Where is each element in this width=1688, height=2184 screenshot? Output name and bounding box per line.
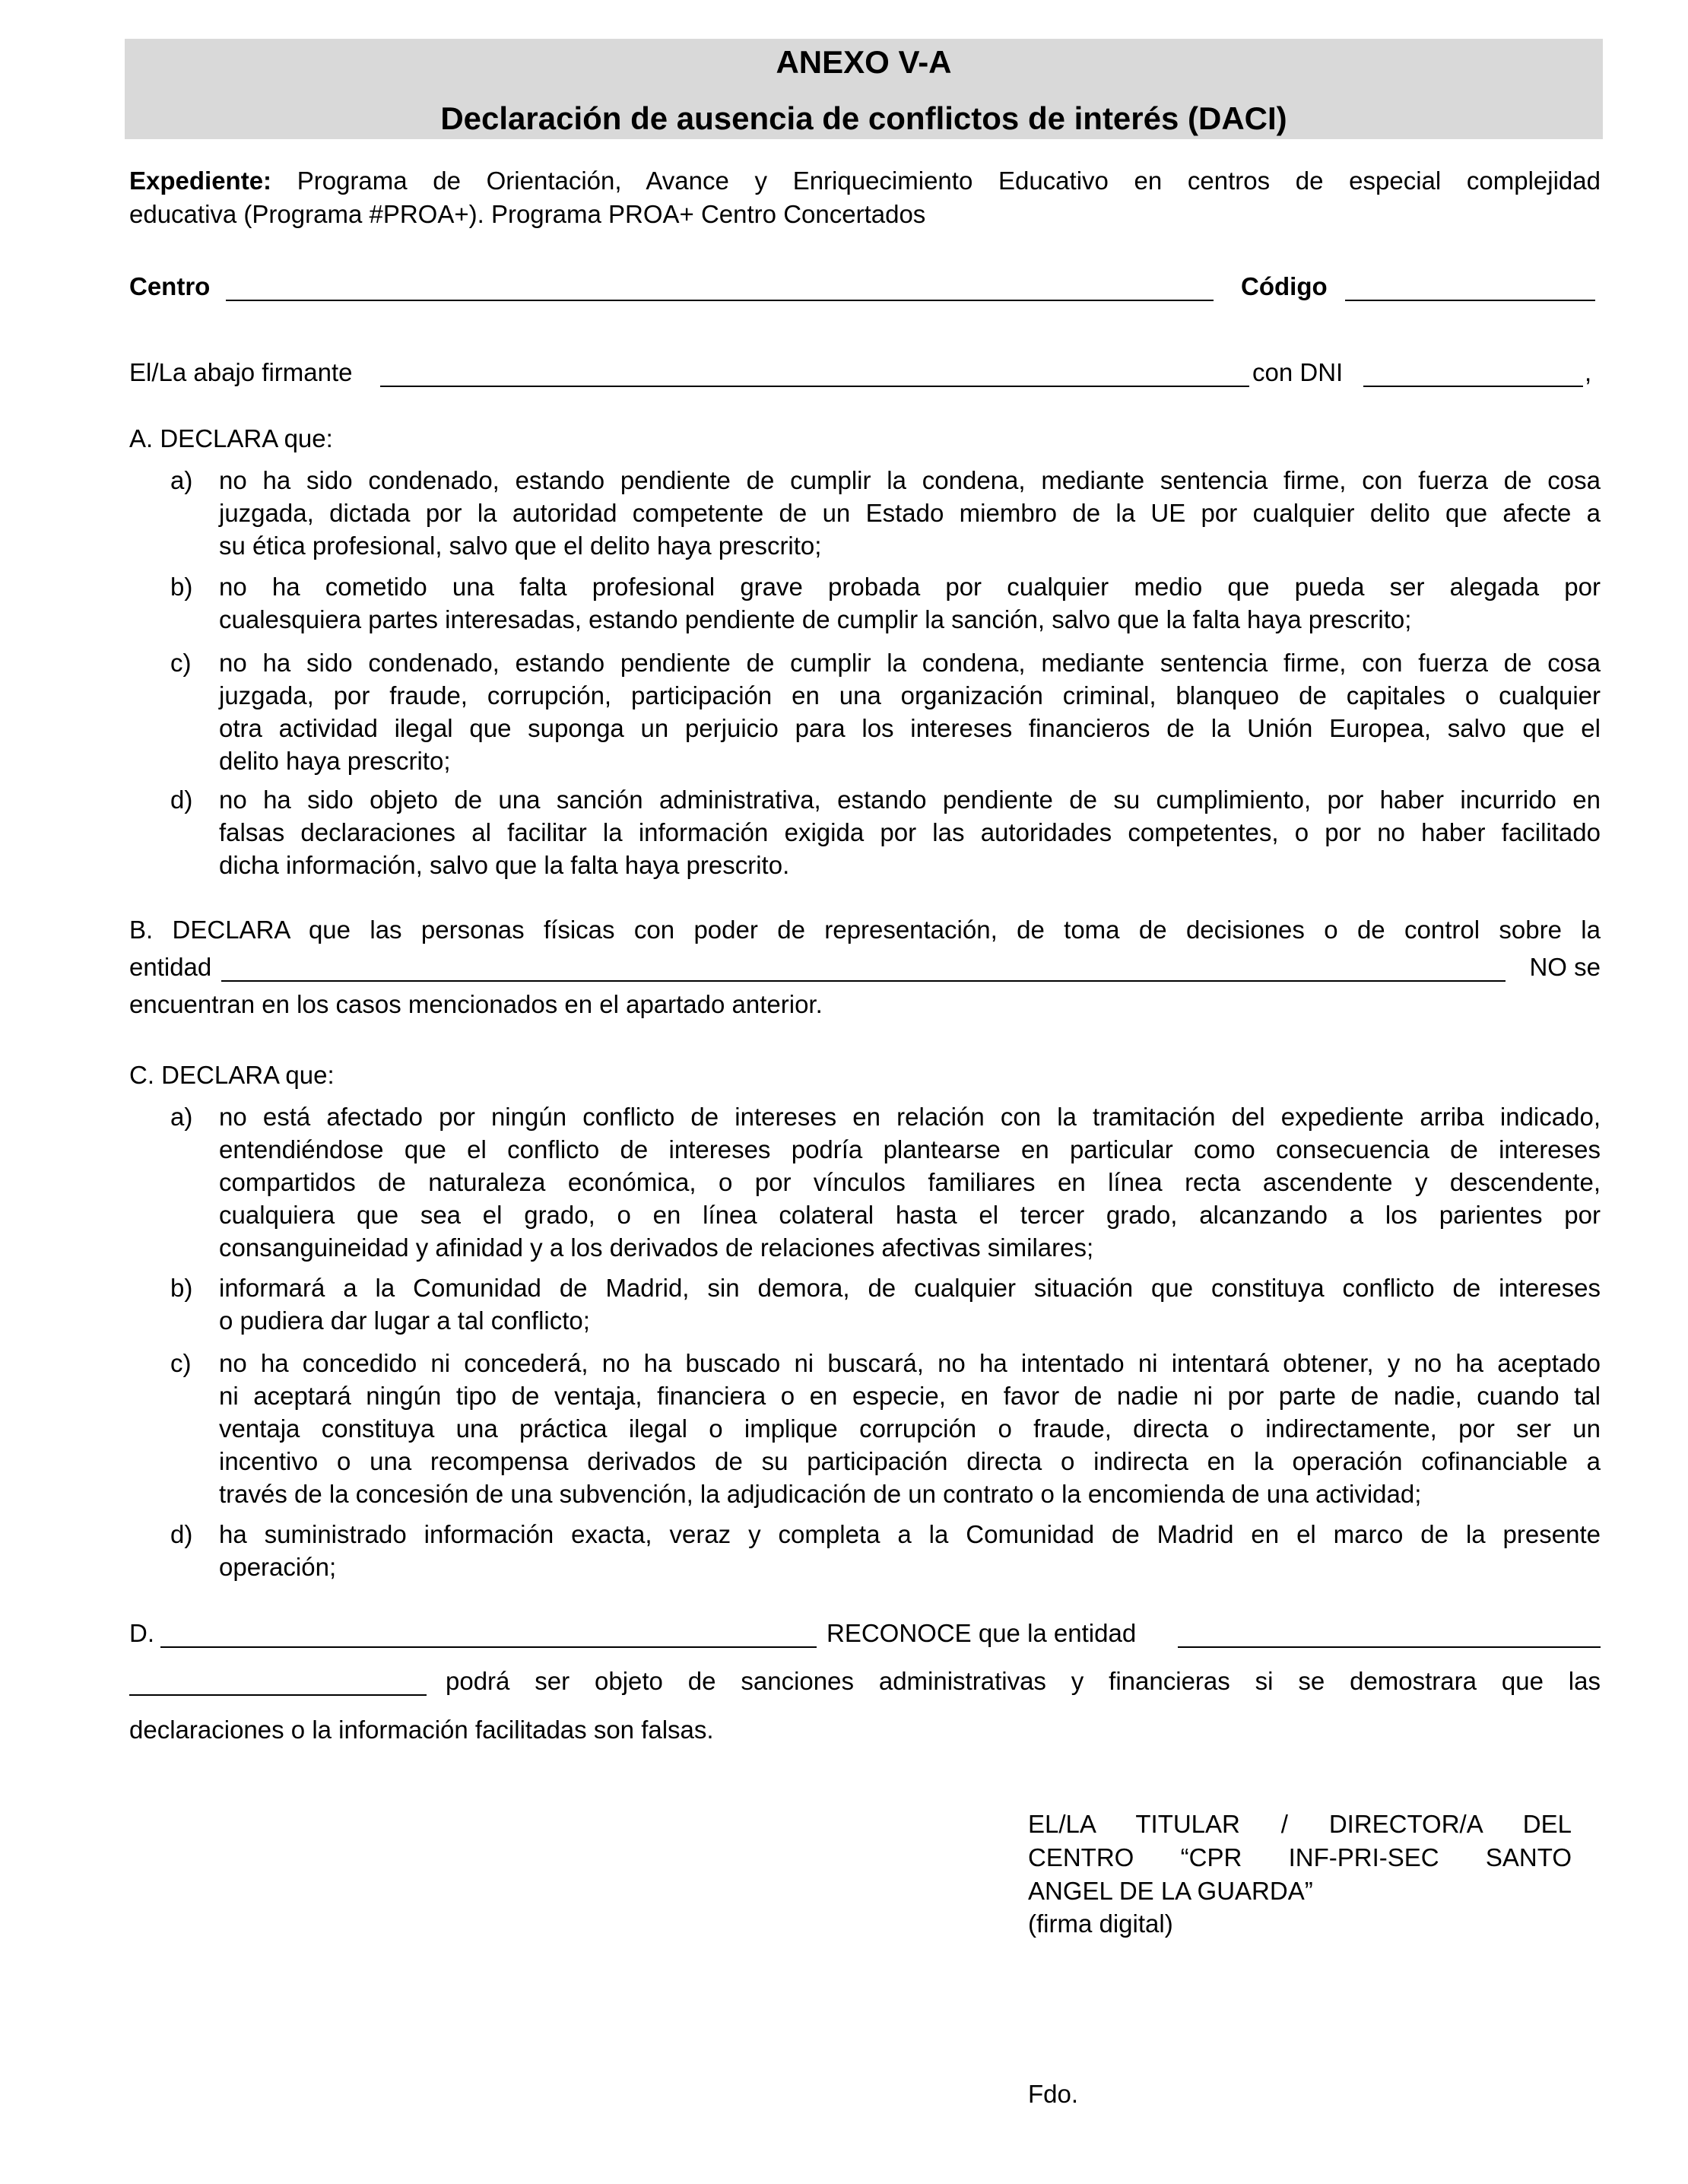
list-item-line: consanguineidad y afinidad y a los derivados de relaciones afectivas similares; bbox=[219, 1233, 1094, 1262]
list-item-line: operación; bbox=[219, 1553, 337, 1581]
signature-note: (firma digital) bbox=[1028, 1909, 1173, 1938]
list-item-line: otra actividad ilegal que suponga un perjuicio para los intereses financieros de la Unión Europea, salvo que el bbox=[219, 714, 1601, 742]
comma: , bbox=[1585, 358, 1592, 386]
list-item-line: dicha información, salvo que la falta haya prescrito. bbox=[219, 851, 790, 879]
annex-title: ANEXO V-A bbox=[776, 44, 952, 80]
list-item-line: no está afectado por ningún conflicto de intereses en relación con la tramitación del expediente arriba indicado, bbox=[219, 1103, 1601, 1131]
firmante-label: El/La abajo firmante bbox=[129, 358, 353, 386]
list-item-line: incentivo o una recompensa derivados de su participación directa o indirecta en la operación cofinanciable a bbox=[219, 1447, 1601, 1475]
section-d-line-2: podrá ser objeto de sanciones administrativas y financieras si se demostrara que las bbox=[446, 1667, 1601, 1695]
entidad-field[interactable] bbox=[221, 980, 1506, 982]
list-item-line: informará a la Comunidad de Madrid, sin demora, de cualquier situación que constituya conflicto de intereses bbox=[219, 1274, 1601, 1302]
section-b-line-3: encuentran en los casos mencionados en el apartado anterior. bbox=[129, 990, 823, 1018]
section-c-heading: C. DECLARA que: bbox=[129, 1061, 335, 1089]
section-b-no-se: NO se bbox=[1529, 953, 1601, 981]
list-item-line: o pudiera dar lugar a tal conflicto; bbox=[219, 1306, 590, 1335]
section-a-heading: A. DECLARA que: bbox=[129, 424, 333, 452]
list-item-line: no ha cometido una falta profesional grave probada por cualquier medio que pueda ser alegada por bbox=[219, 573, 1601, 601]
signature-line-2: CENTRO “CPR INF-PRI-SEC SANTO bbox=[1028, 1843, 1572, 1871]
signature-fdo: Fdo. bbox=[1028, 2080, 1079, 2108]
section-d-prefix: D. bbox=[129, 1619, 154, 1647]
list-item-line: juzgada, por fraude, corrupción, participación en una organización criminal, blanqueo de capitales o cualquier bbox=[219, 681, 1601, 709]
document-header bbox=[125, 39, 1603, 139]
list-item-letter: a) bbox=[170, 466, 193, 494]
signature-line-3: ANGEL DE LA GUARDA” bbox=[1028, 1877, 1313, 1905]
list-item-letter: a) bbox=[170, 1103, 193, 1131]
list-item-line: su ética profesional, salvo que el delito haya prescrito; bbox=[219, 532, 822, 560]
centro-label: Centro bbox=[129, 272, 211, 300]
list-item-letter: b) bbox=[170, 573, 193, 601]
entity-field[interactable] bbox=[1178, 1646, 1601, 1648]
codigo-field[interactable] bbox=[1345, 300, 1595, 301]
list-item-letter: b) bbox=[170, 1274, 193, 1302]
declarant-field[interactable] bbox=[160, 1646, 817, 1648]
list-item-line: juzgada, dictada por la autoridad competente de un Estado miembro de la UE por cualquier delito que afecte a bbox=[219, 499, 1601, 527]
list-item-line: entendiéndose que el conflicto de intereses podría plantearse en particular como consecuencia de intereses bbox=[219, 1135, 1601, 1163]
section-d-line-3: declaraciones o la información facilitadas son falsas. bbox=[129, 1716, 714, 1744]
expediente-label: Expediente: bbox=[129, 167, 272, 195]
list-item-line: compartidos de naturaleza económica, o por vínculos familiares en línea recta ascendente y descendente, bbox=[219, 1168, 1601, 1196]
list-item-letter: d) bbox=[170, 1520, 193, 1548]
dni-field[interactable] bbox=[1363, 386, 1583, 387]
entity-field-continued[interactable] bbox=[129, 1694, 427, 1696]
section-b-line-1: B. DECLARA que las personas físicas con poder de representación, de toma de decisiones o de control sobre la bbox=[129, 916, 1601, 944]
list-item-line: no ha sido condenado, estando pendiente de cumplir la condena, mediante sentencia firme, con fuerza de cosa bbox=[219, 466, 1601, 494]
list-item-letter: d) bbox=[170, 786, 193, 814]
list-item-line: ventaja constituya una práctica ilegal o implique corrupción o fraude, directa o indirectamente, por ser un bbox=[219, 1414, 1601, 1443]
list-item-letter: c) bbox=[170, 1349, 192, 1377]
firmante-field[interactable] bbox=[380, 386, 1249, 387]
section-d-reconoce: RECONOCE que la entidad bbox=[827, 1619, 1137, 1647]
expediente-line-1: Expediente: Programa de Orientación, Avance y Enriquecimiento Educativo en centros de especial complejidad bbox=[129, 167, 1601, 195]
document-title: Declaración de ausencia de conflictos de interés (DACI) bbox=[440, 100, 1287, 136]
list-item-line: no ha concedido ni concederá, no ha buscado ni buscará, no ha intentado ni intentará obtener, y no ha aceptado bbox=[219, 1349, 1601, 1377]
list-item-line: delito haya prescrito; bbox=[219, 747, 451, 775]
list-item-letter: c) bbox=[170, 649, 192, 677]
dni-label: con DNI bbox=[1252, 358, 1344, 386]
section-b-entidad: entidad bbox=[129, 953, 212, 981]
list-item-line: no ha sido condenado, estando pendiente de cumplir la condena, mediante sentencia firme, con fuerza de cosa bbox=[219, 649, 1601, 677]
list-item-line: cualesquiera partes interesadas, estando pendiente de cumplir la sanción, salvo que la falta haya prescrito; bbox=[219, 605, 1412, 633]
list-item-line: no ha sido objeto de una sanción administrativa, estando pendiente de su cumplimiento, por haber incurrido en bbox=[219, 786, 1601, 814]
list-item-line: falsas declaraciones al facilitar la información exigida por las autoridades competentes, o por no haber facilitado bbox=[219, 818, 1601, 846]
list-item-line: ha suministrado información exacta, veraz y completa a la Comunidad de Madrid en el marco de la presente bbox=[219, 1520, 1601, 1548]
list-item-line: ni aceptará ningún tipo de ventaja, financiera o en especie, en favor de nadie ni por parte de nadie, cuando tal bbox=[219, 1382, 1601, 1410]
expediente-line-2: educativa (Programa #PROA+). Programa PROA+ Centro Concertados bbox=[129, 200, 926, 228]
signature-line-1: EL/LA TITULAR / DIRECTOR/A DEL bbox=[1028, 1810, 1572, 1838]
codigo-label: Código bbox=[1241, 272, 1328, 300]
list-item-line: través de la concesión de una subvención, la adjudicación de un contrato o la encomienda de una actividad; bbox=[219, 1480, 1422, 1508]
list-item-line: cualquiera que sea el grado, o en línea colateral hasta el tercer grado, alcanzando a los parientes por bbox=[219, 1201, 1601, 1229]
centro-field[interactable] bbox=[226, 300, 1214, 301]
